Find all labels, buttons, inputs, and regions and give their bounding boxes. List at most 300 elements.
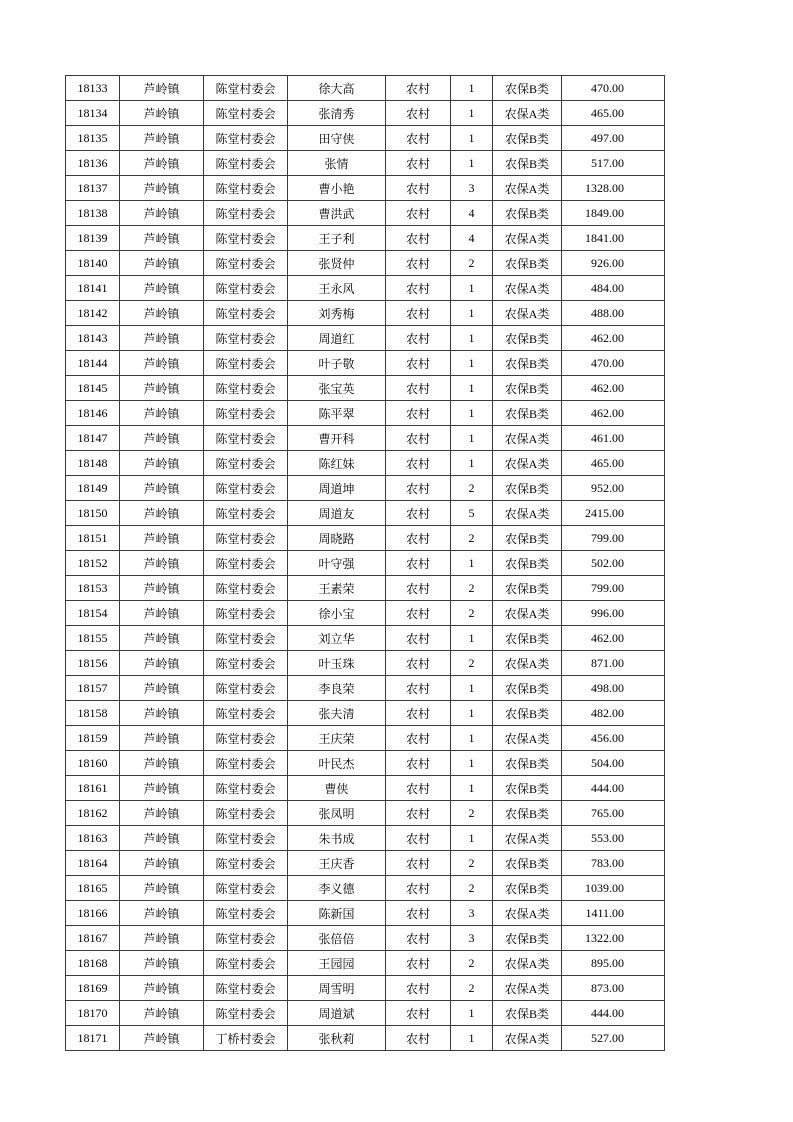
cell-village: 丁桥村委会 (204, 1026, 288, 1051)
cell-insurance-category: 农保A类 (493, 976, 562, 1001)
cell-village: 陈堂村委会 (204, 601, 288, 626)
cell-amount: 799.00 (562, 526, 665, 551)
cell-residence-type: 农村 (386, 576, 451, 601)
cell-person-count: 1 (451, 151, 493, 176)
cell-residence-type: 农村 (386, 476, 451, 501)
cell-amount: 497.00 (562, 126, 665, 151)
cell-residence-type: 农村 (386, 526, 451, 551)
cell-person-name: 张倍倍 (288, 926, 386, 951)
cell-person-count: 1 (451, 751, 493, 776)
cell-residence-type: 农村 (386, 876, 451, 901)
table-row (66, 201, 665, 226)
cell-village: 陈堂村委会 (204, 401, 288, 426)
cell-residence-type: 农村 (386, 151, 451, 176)
cell-record-id: 18162 (66, 801, 120, 826)
cell-amount: 498.00 (562, 676, 665, 701)
cell-record-id: 18159 (66, 726, 120, 751)
cell-person-name: 叶子敬 (288, 351, 386, 376)
cell-record-id: 18147 (66, 426, 120, 451)
cell-person-name: 周晓路 (288, 526, 386, 551)
cell-town: 芦岭镇 (120, 301, 204, 326)
cell-insurance-category: 农保A类 (493, 826, 562, 851)
cell-amount: 926.00 (562, 251, 665, 276)
cell-person-name: 张秋莉 (288, 1026, 386, 1051)
table-row (66, 326, 665, 351)
cell-village: 陈堂村委会 (204, 351, 288, 376)
cell-person-name: 张贤仲 (288, 251, 386, 276)
cell-person-name: 张清秀 (288, 101, 386, 126)
cell-town: 芦岭镇 (120, 276, 204, 301)
cell-insurance-category: 农保B类 (493, 776, 562, 801)
cell-town: 芦岭镇 (120, 976, 204, 1001)
cell-residence-type: 农村 (386, 376, 451, 401)
cell-insurance-category: 农保A类 (493, 101, 562, 126)
cell-person-name: 周道红 (288, 326, 386, 351)
cell-amount: 502.00 (562, 551, 665, 576)
cell-residence-type: 农村 (386, 201, 451, 226)
cell-village: 陈堂村委会 (204, 951, 288, 976)
cell-amount: 1841.00 (562, 226, 665, 251)
cell-residence-type: 农村 (386, 826, 451, 851)
cell-village: 陈堂村委会 (204, 576, 288, 601)
table-row (66, 526, 665, 551)
cell-person-name: 田守侠 (288, 126, 386, 151)
cell-record-id: 18137 (66, 176, 120, 201)
cell-record-id: 18150 (66, 501, 120, 526)
cell-insurance-category: 农保A类 (493, 901, 562, 926)
cell-village: 陈堂村委会 (204, 376, 288, 401)
cell-residence-type: 农村 (386, 351, 451, 376)
cell-residence-type: 农村 (386, 451, 451, 476)
cell-village: 陈堂村委会 (204, 201, 288, 226)
cell-town: 芦岭镇 (120, 251, 204, 276)
cell-insurance-category: 农保B类 (493, 526, 562, 551)
cell-person-name: 曹开科 (288, 426, 386, 451)
cell-town: 芦岭镇 (120, 676, 204, 701)
cell-person-name: 叶玉珠 (288, 651, 386, 676)
cell-village: 陈堂村委会 (204, 1001, 288, 1026)
cell-town: 芦岭镇 (120, 126, 204, 151)
cell-person-count: 1 (451, 426, 493, 451)
cell-amount: 462.00 (562, 376, 665, 401)
table-row (66, 701, 665, 726)
cell-record-id: 18140 (66, 251, 120, 276)
cell-residence-type: 农村 (386, 101, 451, 126)
cell-residence-type: 农村 (386, 601, 451, 626)
cell-village: 陈堂村委会 (204, 76, 288, 101)
cell-village: 陈堂村委会 (204, 826, 288, 851)
cell-village: 陈堂村委会 (204, 976, 288, 1001)
cell-town: 芦岭镇 (120, 776, 204, 801)
cell-town: 芦岭镇 (120, 76, 204, 101)
cell-amount: 484.00 (562, 276, 665, 301)
cell-residence-type: 农村 (386, 1026, 451, 1051)
cell-person-name: 刘秀梅 (288, 301, 386, 326)
cell-village: 陈堂村委会 (204, 526, 288, 551)
cell-person-count: 1 (451, 326, 493, 351)
cell-person-name: 曹洪武 (288, 201, 386, 226)
cell-person-name: 曹侠 (288, 776, 386, 801)
cell-amount: 895.00 (562, 951, 665, 976)
cell-village: 陈堂村委会 (204, 251, 288, 276)
cell-person-count: 2 (451, 801, 493, 826)
cell-insurance-category: 农保B类 (493, 401, 562, 426)
cell-residence-type: 农村 (386, 651, 451, 676)
table-row (66, 901, 665, 926)
table-row (66, 1026, 665, 1051)
table-row (66, 301, 665, 326)
cell-record-id: 18153 (66, 576, 120, 601)
cell-person-name: 李义德 (288, 876, 386, 901)
cell-residence-type: 农村 (386, 276, 451, 301)
cell-amount: 504.00 (562, 751, 665, 776)
cell-residence-type: 农村 (386, 301, 451, 326)
table-row (66, 826, 665, 851)
cell-residence-type: 农村 (386, 751, 451, 776)
cell-town: 芦岭镇 (120, 551, 204, 576)
cell-person-count: 1 (451, 726, 493, 751)
table-row (66, 151, 665, 176)
cell-town: 芦岭镇 (120, 501, 204, 526)
cell-person-name: 刘立华 (288, 626, 386, 651)
cell-village: 陈堂村委会 (204, 651, 288, 676)
cell-person-count: 2 (451, 951, 493, 976)
cell-residence-type: 农村 (386, 976, 451, 1001)
cell-village: 陈堂村委会 (204, 901, 288, 926)
cell-insurance-category: 农保B类 (493, 876, 562, 901)
cell-insurance-category: 农保A类 (493, 426, 562, 451)
cell-amount: 952.00 (562, 476, 665, 501)
cell-town: 芦岭镇 (120, 851, 204, 876)
cell-record-id: 18145 (66, 376, 120, 401)
cell-town: 芦岭镇 (120, 826, 204, 851)
cell-record-id: 18141 (66, 276, 120, 301)
cell-amount: 783.00 (562, 851, 665, 876)
cell-residence-type: 农村 (386, 1001, 451, 1026)
cell-town: 芦岭镇 (120, 926, 204, 951)
table-row (66, 751, 665, 776)
cell-residence-type: 农村 (386, 726, 451, 751)
cell-person-count: 1 (451, 351, 493, 376)
cell-village: 陈堂村委会 (204, 801, 288, 826)
cell-town: 芦岭镇 (120, 326, 204, 351)
cell-village: 陈堂村委会 (204, 751, 288, 776)
cell-residence-type: 农村 (386, 701, 451, 726)
cell-insurance-category: 农保A类 (493, 951, 562, 976)
table-row (66, 576, 665, 601)
cell-insurance-category: 农保B类 (493, 576, 562, 601)
cell-insurance-category: 农保A类 (493, 601, 562, 626)
cell-town: 芦岭镇 (120, 626, 204, 651)
cell-person-count: 1 (451, 401, 493, 426)
cell-person-name: 朱书成 (288, 826, 386, 851)
cell-person-name: 张夫清 (288, 701, 386, 726)
table-row (66, 851, 665, 876)
cell-amount: 488.00 (562, 301, 665, 326)
cell-insurance-category: 农保A类 (493, 276, 562, 301)
cell-record-id: 18169 (66, 976, 120, 1001)
cell-amount: 2415.00 (562, 501, 665, 526)
cell-village: 陈堂村委会 (204, 926, 288, 951)
table-row (66, 126, 665, 151)
table-row (66, 401, 665, 426)
cell-person-count: 1 (451, 551, 493, 576)
cell-record-id: 18139 (66, 226, 120, 251)
cell-village: 陈堂村委会 (204, 276, 288, 301)
cell-record-id: 18148 (66, 451, 120, 476)
table-row (66, 426, 665, 451)
table-row (66, 101, 665, 126)
cell-person-name: 李良荣 (288, 676, 386, 701)
cell-amount: 765.00 (562, 801, 665, 826)
cell-residence-type: 农村 (386, 226, 451, 251)
cell-town: 芦岭镇 (120, 451, 204, 476)
cell-person-count: 1 (451, 1026, 493, 1051)
cell-insurance-category: 农保B类 (493, 476, 562, 501)
cell-record-id: 18138 (66, 201, 120, 226)
cell-town: 芦岭镇 (120, 701, 204, 726)
cell-amount: 873.00 (562, 976, 665, 1001)
cell-insurance-category: 农保B类 (493, 676, 562, 701)
cell-person-name: 周雪明 (288, 976, 386, 1001)
cell-insurance-category: 农保B类 (493, 801, 562, 826)
cell-residence-type: 农村 (386, 901, 451, 926)
cell-town: 芦岭镇 (120, 476, 204, 501)
table-row (66, 926, 665, 951)
cell-amount: 462.00 (562, 626, 665, 651)
cell-person-count: 1 (451, 1001, 493, 1026)
cell-person-name: 王庆荣 (288, 726, 386, 751)
cell-town: 芦岭镇 (120, 1001, 204, 1026)
cell-insurance-category: 农保B类 (493, 851, 562, 876)
cell-person-count: 1 (451, 126, 493, 151)
cell-insurance-category: 农保A类 (493, 176, 562, 201)
cell-residence-type: 农村 (386, 551, 451, 576)
cell-amount: 444.00 (562, 776, 665, 801)
cell-amount: 799.00 (562, 576, 665, 601)
cell-record-id: 18149 (66, 476, 120, 501)
cell-record-id: 18144 (66, 351, 120, 376)
cell-record-id: 18151 (66, 526, 120, 551)
table-row (66, 951, 665, 976)
cell-person-count: 3 (451, 926, 493, 951)
cell-person-count: 2 (451, 251, 493, 276)
cell-residence-type: 农村 (386, 501, 451, 526)
table-row (66, 251, 665, 276)
cell-residence-type: 农村 (386, 626, 451, 651)
cell-amount: 465.00 (562, 451, 665, 476)
cell-record-id: 18165 (66, 876, 120, 901)
cell-person-count: 2 (451, 601, 493, 626)
cell-village: 陈堂村委会 (204, 501, 288, 526)
subsidy-record-table (65, 75, 665, 1051)
cell-person-count: 4 (451, 226, 493, 251)
cell-person-name: 周道坤 (288, 476, 386, 501)
cell-person-count: 1 (451, 301, 493, 326)
table-row (66, 551, 665, 576)
cell-person-name: 张情 (288, 151, 386, 176)
cell-record-id: 18135 (66, 126, 120, 151)
cell-village: 陈堂村委会 (204, 126, 288, 151)
cell-town: 芦岭镇 (120, 601, 204, 626)
cell-person-name: 陈平翠 (288, 401, 386, 426)
cell-town: 芦岭镇 (120, 951, 204, 976)
cell-village: 陈堂村委会 (204, 726, 288, 751)
cell-amount: 1411.00 (562, 901, 665, 926)
cell-town: 芦岭镇 (120, 401, 204, 426)
cell-residence-type: 农村 (386, 926, 451, 951)
table-row (66, 226, 665, 251)
cell-amount: 553.00 (562, 826, 665, 851)
cell-amount: 462.00 (562, 326, 665, 351)
cell-record-id: 18134 (66, 101, 120, 126)
cell-person-count: 4 (451, 201, 493, 226)
cell-person-name: 王子利 (288, 226, 386, 251)
cell-amount: 517.00 (562, 151, 665, 176)
cell-person-name: 王园园 (288, 951, 386, 976)
cell-village: 陈堂村委会 (204, 176, 288, 201)
cell-insurance-category: 农保B类 (493, 76, 562, 101)
cell-amount: 444.00 (562, 1001, 665, 1026)
cell-record-id: 18155 (66, 626, 120, 651)
cell-insurance-category: 农保B类 (493, 926, 562, 951)
table-row (66, 451, 665, 476)
cell-person-name: 徐小宝 (288, 601, 386, 626)
table-row (66, 476, 665, 501)
cell-town: 芦岭镇 (120, 101, 204, 126)
cell-insurance-category: 农保B类 (493, 251, 562, 276)
cell-residence-type: 农村 (386, 951, 451, 976)
cell-insurance-category: 农保B类 (493, 626, 562, 651)
cell-person-name: 王庆香 (288, 851, 386, 876)
cell-record-id: 18146 (66, 401, 120, 426)
table-row (66, 626, 665, 651)
table-row (66, 601, 665, 626)
table-row (66, 876, 665, 901)
cell-person-count: 2 (451, 651, 493, 676)
cell-amount: 996.00 (562, 601, 665, 626)
cell-person-count: 2 (451, 576, 493, 601)
table-row (66, 676, 665, 701)
table-row (66, 776, 665, 801)
cell-person-name: 陈红妹 (288, 451, 386, 476)
cell-amount: 470.00 (562, 76, 665, 101)
cell-residence-type: 农村 (386, 851, 451, 876)
cell-village: 陈堂村委会 (204, 101, 288, 126)
table-row (66, 276, 665, 301)
cell-person-count: 1 (451, 776, 493, 801)
cell-amount: 1849.00 (562, 201, 665, 226)
cell-village: 陈堂村委会 (204, 151, 288, 176)
cell-person-name: 曹小艳 (288, 176, 386, 201)
cell-town: 芦岭镇 (120, 201, 204, 226)
cell-person-name: 张宝英 (288, 376, 386, 401)
cell-town: 芦岭镇 (120, 576, 204, 601)
cell-record-id: 18142 (66, 301, 120, 326)
cell-village: 陈堂村委会 (204, 851, 288, 876)
cell-record-id: 18167 (66, 926, 120, 951)
cell-town: 芦岭镇 (120, 751, 204, 776)
table-row (66, 976, 665, 1001)
cell-town: 芦岭镇 (120, 226, 204, 251)
cell-insurance-category: 农保A类 (493, 301, 562, 326)
cell-insurance-category: 农保B类 (493, 701, 562, 726)
cell-insurance-category: 农保B类 (493, 351, 562, 376)
cell-amount: 1039.00 (562, 876, 665, 901)
cell-village: 陈堂村委会 (204, 551, 288, 576)
cell-insurance-category: 农保B类 (493, 151, 562, 176)
cell-person-name: 王素荣 (288, 576, 386, 601)
cell-person-count: 2 (451, 876, 493, 901)
table-body (66, 76, 665, 1051)
cell-record-id: 18133 (66, 76, 120, 101)
cell-village: 陈堂村委会 (204, 876, 288, 901)
cell-person-count: 1 (451, 676, 493, 701)
cell-record-id: 18156 (66, 651, 120, 676)
cell-insurance-category: 农保A类 (493, 501, 562, 526)
cell-amount: 1322.00 (562, 926, 665, 951)
cell-amount: 465.00 (562, 101, 665, 126)
cell-village: 陈堂村委会 (204, 301, 288, 326)
cell-person-name: 叶守强 (288, 551, 386, 576)
cell-person-name: 叶民杰 (288, 751, 386, 776)
cell-insurance-category: 农保B类 (493, 326, 562, 351)
cell-person-count: 2 (451, 526, 493, 551)
cell-town: 芦岭镇 (120, 726, 204, 751)
cell-amount: 470.00 (562, 351, 665, 376)
cell-record-id: 18136 (66, 151, 120, 176)
cell-town: 芦岭镇 (120, 351, 204, 376)
cell-insurance-category: 农保B类 (493, 126, 562, 151)
cell-person-count: 2 (451, 976, 493, 1001)
cell-residence-type: 农村 (386, 776, 451, 801)
cell-residence-type: 农村 (386, 801, 451, 826)
table-row (66, 376, 665, 401)
cell-village: 陈堂村委会 (204, 701, 288, 726)
cell-insurance-category: 农保B类 (493, 376, 562, 401)
cell-insurance-category: 农保B类 (493, 751, 562, 776)
cell-record-id: 18158 (66, 701, 120, 726)
cell-residence-type: 农村 (386, 76, 451, 101)
cell-amount: 482.00 (562, 701, 665, 726)
cell-residence-type: 农村 (386, 326, 451, 351)
cell-person-count: 2 (451, 851, 493, 876)
cell-person-count: 1 (451, 76, 493, 101)
cell-person-count: 1 (451, 276, 493, 301)
cell-village: 陈堂村委会 (204, 326, 288, 351)
cell-person-count: 3 (451, 176, 493, 201)
cell-amount: 461.00 (562, 426, 665, 451)
cell-person-count: 1 (451, 626, 493, 651)
table-row (66, 351, 665, 376)
cell-record-id: 18160 (66, 751, 120, 776)
cell-village: 陈堂村委会 (204, 426, 288, 451)
cell-person-count: 1 (451, 701, 493, 726)
cell-record-id: 18163 (66, 826, 120, 851)
cell-insurance-category: 农保A类 (493, 651, 562, 676)
cell-village: 陈堂村委会 (204, 226, 288, 251)
cell-village: 陈堂村委会 (204, 776, 288, 801)
cell-amount: 462.00 (562, 401, 665, 426)
table-row (66, 1001, 665, 1026)
cell-village: 陈堂村委会 (204, 626, 288, 651)
cell-person-name: 张凤明 (288, 801, 386, 826)
cell-record-id: 18166 (66, 901, 120, 926)
cell-insurance-category: 农保A类 (493, 1026, 562, 1051)
cell-town: 芦岭镇 (120, 151, 204, 176)
cell-record-id: 18170 (66, 1001, 120, 1026)
cell-town: 芦岭镇 (120, 176, 204, 201)
